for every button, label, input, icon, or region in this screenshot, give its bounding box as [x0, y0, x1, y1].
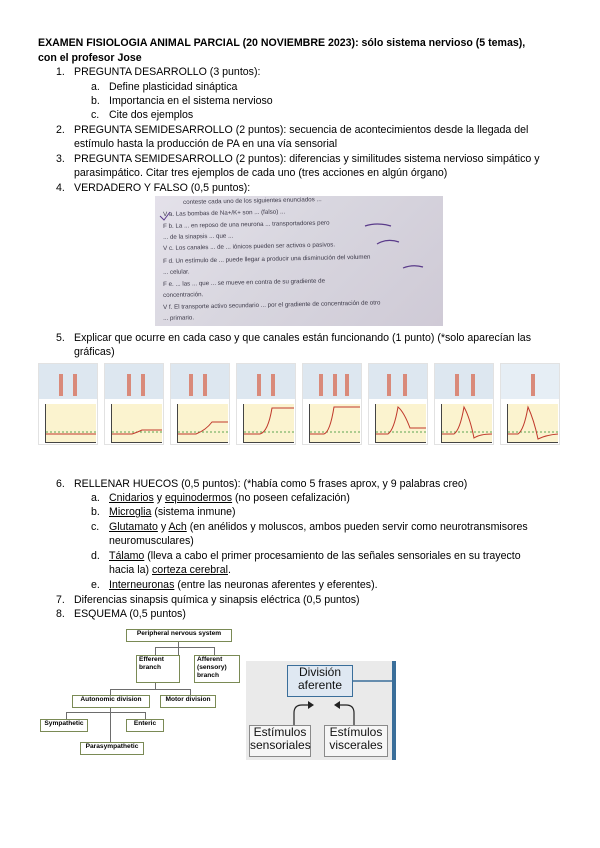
answer-word: Cnidarios: [109, 492, 154, 504]
photo-line: V c. Los canales ... de ... iónicos pueden ser activos o pasivos.: [163, 241, 336, 252]
peripheral-nervous-system-box: Peripheral nervous system: [126, 629, 232, 642]
graph-panel: [434, 363, 494, 445]
graph-panel: [236, 363, 296, 445]
photo-line: F e. ... las ... que ... se mueve en contra de su gradiente de: [163, 277, 326, 288]
efferent-branch-box: Efferent branch: [136, 655, 180, 683]
graph-panel: [302, 363, 362, 445]
q1c-text: Cite dos ejemplos: [109, 109, 194, 121]
division-aferente-box: División aferente: [287, 665, 353, 697]
q3-number: 3.: [56, 153, 65, 165]
q6d-line1: Tálamo (lleva a cabo el primer procesamiento de las señales sensoriales en su trayecto: [109, 550, 521, 562]
q1b-letter: b.: [91, 95, 100, 107]
photo-line: F d. Un estímulo de ... puede llegar a producir una disminución del volumen: [163, 253, 371, 265]
q6b-line: Microglia (sistema inmune): [109, 506, 236, 518]
q6e-letter: e.: [91, 579, 100, 591]
enteric-box: Enteric: [126, 719, 164, 732]
q8-number: 8.: [56, 608, 65, 620]
photo-line: F b. La ... en reposo de una neurona ... transportadores pero: [163, 219, 330, 230]
photo-line: ... primario.: [163, 314, 195, 322]
q6e-line: Interneuronas (entre las neuronas aferentes y eferentes).: [109, 579, 378, 591]
graph-panel: [104, 363, 164, 445]
q1a-text: Define plasticidad sináptica: [109, 81, 238, 93]
q2-line2: estímulo hasta la producción de PA en una vía sensorial: [74, 138, 338, 150]
q3-line1: PREGUNTA SEMIDESARROLLO (2 puntos): diferencias y similitudes sistema nervioso simpático y: [74, 153, 540, 165]
q1-text: PREGUNTA DESARROLLO (3 puntos):: [74, 66, 261, 78]
answer-word: corteza cerebral: [152, 564, 228, 576]
q6-number: 6.: [56, 478, 65, 490]
q7-number: 7.: [56, 594, 65, 606]
answer-word: Microglia: [109, 506, 152, 518]
graph-panel: [500, 363, 560, 445]
estimulos-sensoriales-box: Estímulos sensoriales: [249, 725, 311, 757]
q6b-letter: b.: [91, 506, 100, 518]
photo-line: conteste cada uno de los siguientes enunciados ...: [183, 196, 322, 206]
right-edge-bar: [392, 661, 396, 760]
q1b-text: Importancia en el sistema nervioso: [109, 95, 273, 107]
q4-text: VERDADERO Y FALSO (0,5 puntos):: [74, 182, 251, 194]
graph-panel: [368, 363, 428, 445]
q5-line2: gráficas): [74, 346, 115, 358]
q4-number: 4.: [56, 182, 65, 194]
motor-division-box: Motor division: [160, 695, 216, 708]
q5-number: 5.: [56, 332, 65, 344]
sympathetic-box: Sympathetic: [40, 719, 88, 732]
photo-line: concentración.: [163, 291, 204, 299]
q8-text: ESQUEMA (0,5 puntos): [74, 608, 186, 620]
q6d-line2: hacia la) corteza cerebral.: [109, 564, 231, 576]
q7-text: Diferencias sinapsis química y sinapsis eléctrica (0,5 puntos): [74, 594, 360, 606]
exam-title-line1: EXAMEN FISIOLOGIA ANIMAL PARCIAL (20 NOVIEMBRE 2023): sólo sistema nervioso (5 temas),: [38, 37, 526, 49]
answer-word: equinodermos: [164, 492, 233, 504]
handwriting-marks: [155, 196, 443, 326]
q6c-line2: neuromusculares): [109, 535, 194, 547]
q6d-letter: d.: [91, 550, 100, 562]
photo-line: ... celular.: [163, 268, 190, 276]
estimulos-viscerales-box: Estímulos viscerales: [324, 725, 388, 757]
q1a-letter: a.: [91, 81, 100, 93]
photo-line: V a. Las bombas de Na+/K+ son ... (falso) ...: [163, 208, 286, 218]
graph-panel: [170, 363, 230, 445]
photo-line: V f. El transporte activo secundario ... por el gradiente de concentración de otro: [163, 299, 381, 311]
q5-line1: Explicar que ocurre en cada caso y que canales están funcionando (1 punto) (*solo aparecían las: [74, 332, 531, 344]
parasympathetic-box: Parasympathetic: [80, 742, 144, 755]
autonomic-division-box: Autonomic division: [72, 695, 150, 708]
q6c-letter: c.: [91, 521, 100, 533]
true-false-photo: [155, 196, 443, 326]
answer-word: Glutamato: [109, 521, 158, 533]
answer-word: Interneuronas: [109, 579, 175, 591]
q2-number: 2.: [56, 124, 65, 136]
q6a-line: Cnidarios y equinodermos (no poseen cefalización): [109, 492, 350, 504]
answer-word: Tálamo: [109, 550, 145, 562]
exam-title-line2: con el profesor Jose: [38, 52, 142, 64]
q6-text: RELLENAR HUECOS (0,5 puntos): (*había como 5 frases aprox, y 9 palabras creo): [74, 478, 468, 490]
q1-number: 1.: [56, 66, 65, 78]
q1c-letter: c.: [91, 109, 100, 121]
afferent-branch-box: Afferent (sensory) branch: [194, 655, 240, 683]
afferent-scheme: [246, 661, 396, 760]
q6c-line1: Glutamato y Ach (en anélidos y moluscos, ambos pueden servir como neurotransmisores: [109, 521, 528, 533]
q6a-letter: a.: [91, 492, 100, 504]
answer-word: Ach: [168, 521, 187, 533]
graph-panel: [38, 363, 98, 445]
q3-line2: parasimpático. Citar tres ejemplos de cada uno (tres acciones en algún órgano): [74, 167, 448, 179]
q2-line1: PREGUNTA SEMIDESARROLLO (2 puntos): secuencia de acontecimientos desde la llegada del: [74, 124, 529, 136]
photo-line: ... de la sinapsis ... que ...: [163, 232, 234, 241]
channel-graphs-strip: [38, 363, 560, 443]
